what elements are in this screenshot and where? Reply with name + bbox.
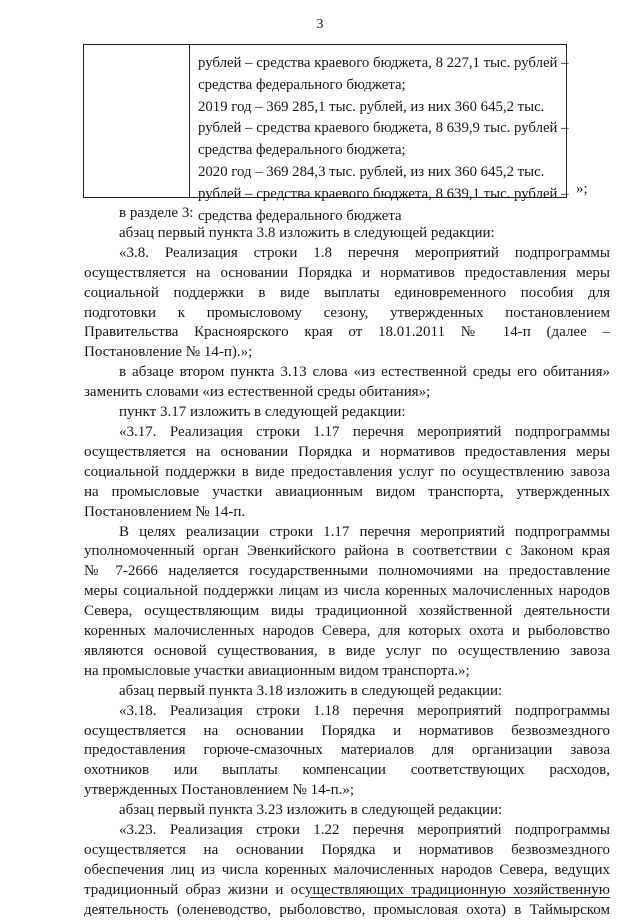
text-line: осуществляется на основании Порядка и нормативов предоставления меры — [84, 443, 610, 460]
table-line: 2020 год – 369 284,3 тыс. рублей, из них 360 645,2 тыс. — [198, 163, 545, 180]
table-column-divider — [189, 45, 190, 197]
text-line: Севера, осуществляющим виды традиционной хозяйственной деятельности — [84, 603, 610, 620]
table-cell-funding — [198, 53, 569, 227]
text-line: социальной поддержки в виде предоставления услуг по осуществлению завоза — [84, 463, 610, 480]
table-line: 2019 год – 369 285,1 тыс. рублей, из них 360 645,2 тыс. — [198, 98, 545, 115]
text-line: Постановлением № 14-п. — [84, 503, 246, 520]
footer-rule — [310, 897, 610, 898]
text-line: осуществляется на основании Порядка и нормативов предоставления меры — [84, 264, 610, 281]
text-line: «3.18. Реализация строки 1.18 перечня мероприятий подпрограммы — [119, 702, 610, 719]
text-line: «3.23. Реализация строки 1.22 перечня мероприятий подпрограммы — [119, 822, 610, 839]
text-line: в абзаце втором пункта 3.13 слова «из естественной среды его обитания» — [119, 364, 610, 381]
text-line: абзац первый пункта 3.18 изложить в следующей редакции: — [119, 682, 503, 699]
document-body — [84, 204, 610, 921]
page-number: 3 — [316, 17, 324, 32]
text-line: меры социальной поддержки лицам из числа коренных малочисленных народов — [84, 583, 610, 600]
text-line: на промысловые участки авиационным видом транспорта.»; — [84, 662, 470, 679]
text-line: являются основой существования, в виде услуг по осуществлению завоза — [84, 642, 610, 659]
text-line: абзац первый пункта 3.8 изложить в следующей редакции: — [119, 224, 495, 241]
text-line: Постановление № 14-п).»; — [84, 344, 253, 361]
text-line: Правительства Красноярского края от 18.01.2011 № 14-п (далее – — [84, 324, 610, 341]
text-line: охотников или выплаты компенсации соответствующих расходов, — [84, 762, 610, 779]
closing-quote: »; — [576, 181, 588, 197]
table-line: средства федерального бюджета; — [198, 76, 406, 93]
text-line: осуществляется на основании Порядка и нормативов безвозмездного — [84, 842, 610, 858]
table-line: рублей – средства краевого бюджета, 8 639,9 тыс. рублей – — [198, 120, 569, 137]
text-line: утвержденных Постановлением № 14-п.»; — [84, 782, 355, 799]
table-line: средства федерального бюджета; — [198, 142, 406, 159]
text-line: «3.8. Реализация строки 1.8 перечня мероприятий подпрограммы — [119, 244, 610, 261]
text-line: коренных малочисленных народов Севера, для которых охота и рыболовство — [84, 623, 610, 640]
text-line: осуществляется на основании Порядка и нормативов безвозмездного — [84, 722, 610, 739]
text-line: № 7-2666 наделяется государственными полномочиями на предоставление — [84, 563, 610, 580]
text-line: заменить словами «из естественной среды обитания»; — [84, 384, 431, 401]
text-line: уполномоченный орган Эвенкийского района в соответствии с Законом края — [84, 543, 610, 560]
text-line: пункт 3.17 изложить в следующей редакции: — [119, 404, 406, 421]
text-line: «3.17. Реализация строки 1.17 перечня мероприятий подпрограммы — [119, 423, 610, 440]
table-line: средства федерального бюджета — [198, 207, 402, 224]
table-line: рублей – средства краевого бюджета, 8 227,1 тыс. рублей – — [198, 55, 569, 71]
text-line: предоставления горюче-смазочных материалов для организации завоза — [84, 742, 610, 759]
text-line: обеспечения лиц из числа коренных малочисленных народов Севера, ведущих — [84, 861, 610, 878]
text-line: на промысловые участки авиационным видом транспорта, утвержденных — [84, 483, 610, 500]
text-line: в разделе 3: — [119, 205, 194, 221]
text-line: социальной поддержки в виде выплаты единовременного пособия для — [84, 284, 610, 301]
text-line: В целях реализации строки 1.17 перечня мероприятий подпрограммы — [119, 523, 610, 540]
text-line: подготовки к промысловому сезону, утвержденных постановлением — [84, 304, 610, 321]
text-line: абзац первый пункта 3.23 изложить в следующей редакции: — [119, 802, 503, 819]
text-line: традиционный образ жизни и осуществляющих традиционную хозяйственную — [84, 881, 610, 898]
text-line: деятельность (оленеводство, рыболовство, промысловая охота) в Таймырском — [84, 901, 610, 918]
table-line: рублей – средства краевого бюджета, 8 639,1 тыс. рублей – — [198, 185, 569, 202]
